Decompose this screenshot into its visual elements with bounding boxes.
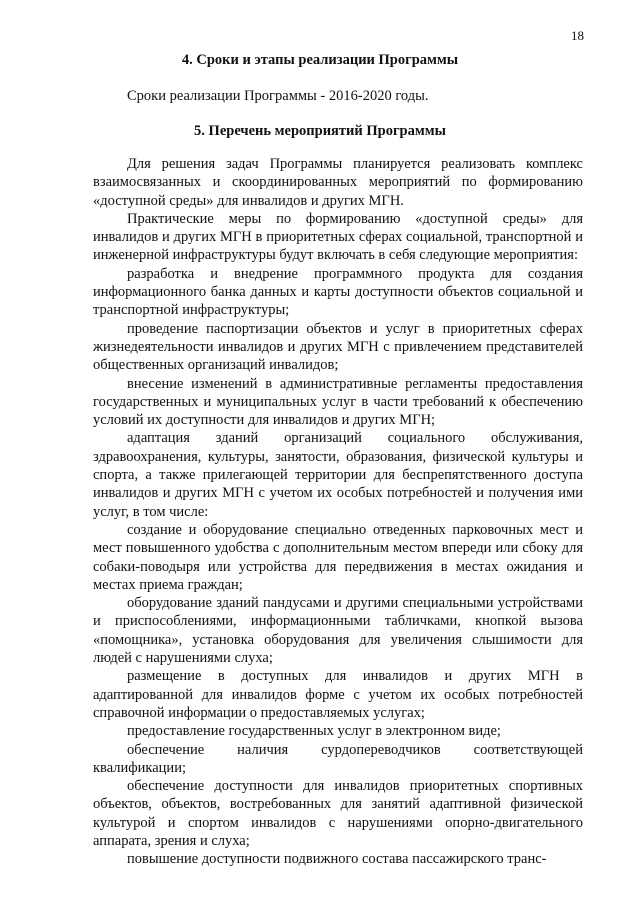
section-5-body [93,155,583,869]
list-item: обеспечение наличия сурдопереводчиков соответствующей квалификации; [93,741,583,776]
list-item: предоставление государственных услуг в электронном виде; [127,723,501,740]
paragraph: Практические меры по формированию «доступной среды» для инвалидов и других МГН в приоритетных сферах социальной, транспортной и инженерной инфраструктуры будут включать в себя следующие мероприятия: [93,210,583,264]
list-item: создание и оборудование специально отведенных парковочных мест и мест повышенного удобства с дополнительным местом впереди или сбоку для собаки-поводыря или устройства для передвижения в местах ожидания и местах приема граждан; [93,521,583,593]
list-item: разработка и внедрение программного продукта для создания информационного банка данных и карты доступности объектов социальной и транспортной инфраструктуры; [93,265,583,319]
list-item: оборудование зданий пандусами и другими специальными устройствами и приспособлениями, информационными табличками, кнопкой вызова «помощника», установка оборудования для увеличения слышимости для людей с нарушениями слуха; [93,595,583,667]
page-number: 18 [571,28,584,43]
section-4-heading: 4. Сроки и этапы реализации Программы [181,52,459,68]
paragraph: Для решения задач Программы планируется реализовать комплекс взаимосвязанных и скоординированных мероприятий по формированию «доступной среды» для инвалидов и других МГН. [93,156,583,209]
list-item: размещение в доступных для инвалидов и других МГН в адаптированной для инвалидов форме с учетом их особых потребностей справочной информации о предоставляемых услугах; [93,668,583,721]
list-item: внесение изменений в административные регламенты предоставления государственных и муниципальных услуг в части требований к обеспечению условий их доступности для инвалидов и других МГН; [93,375,583,429]
list-item: повышение доступности подвижного состава пассажирского транс- [127,851,547,868]
list-item: адаптация зданий организаций социального обслуживания, здравоохранения, культуры, занятости, образования, физической культуры и спорта, а также прилегающей территории для беспрепятственного доступа инвалидов и других МГН с учетом их особых потребностей и получения ими услуг, в том числе: [93,430,583,520]
section-5-heading: 5. Перечень мероприятий Программы [194,123,446,139]
list-item: проведение паспортизации объектов и услуг в приоритетных сферах жизнедеятельности инвалидов и других МГН с привлечением представителей общественных организаций инвалидов; [93,320,583,374]
list-item: обеспечение доступности для инвалидов приоритетных спортивных объектов, объектов, востребованных для занятий адаптивной физической культурой и спортом инвалидов с нарушениями опорно-двигательного аппарата, зрения и слуха; [93,778,583,849]
program-period-text: Сроки реализации Программы - 2016-2020 годы. [127,88,429,104]
